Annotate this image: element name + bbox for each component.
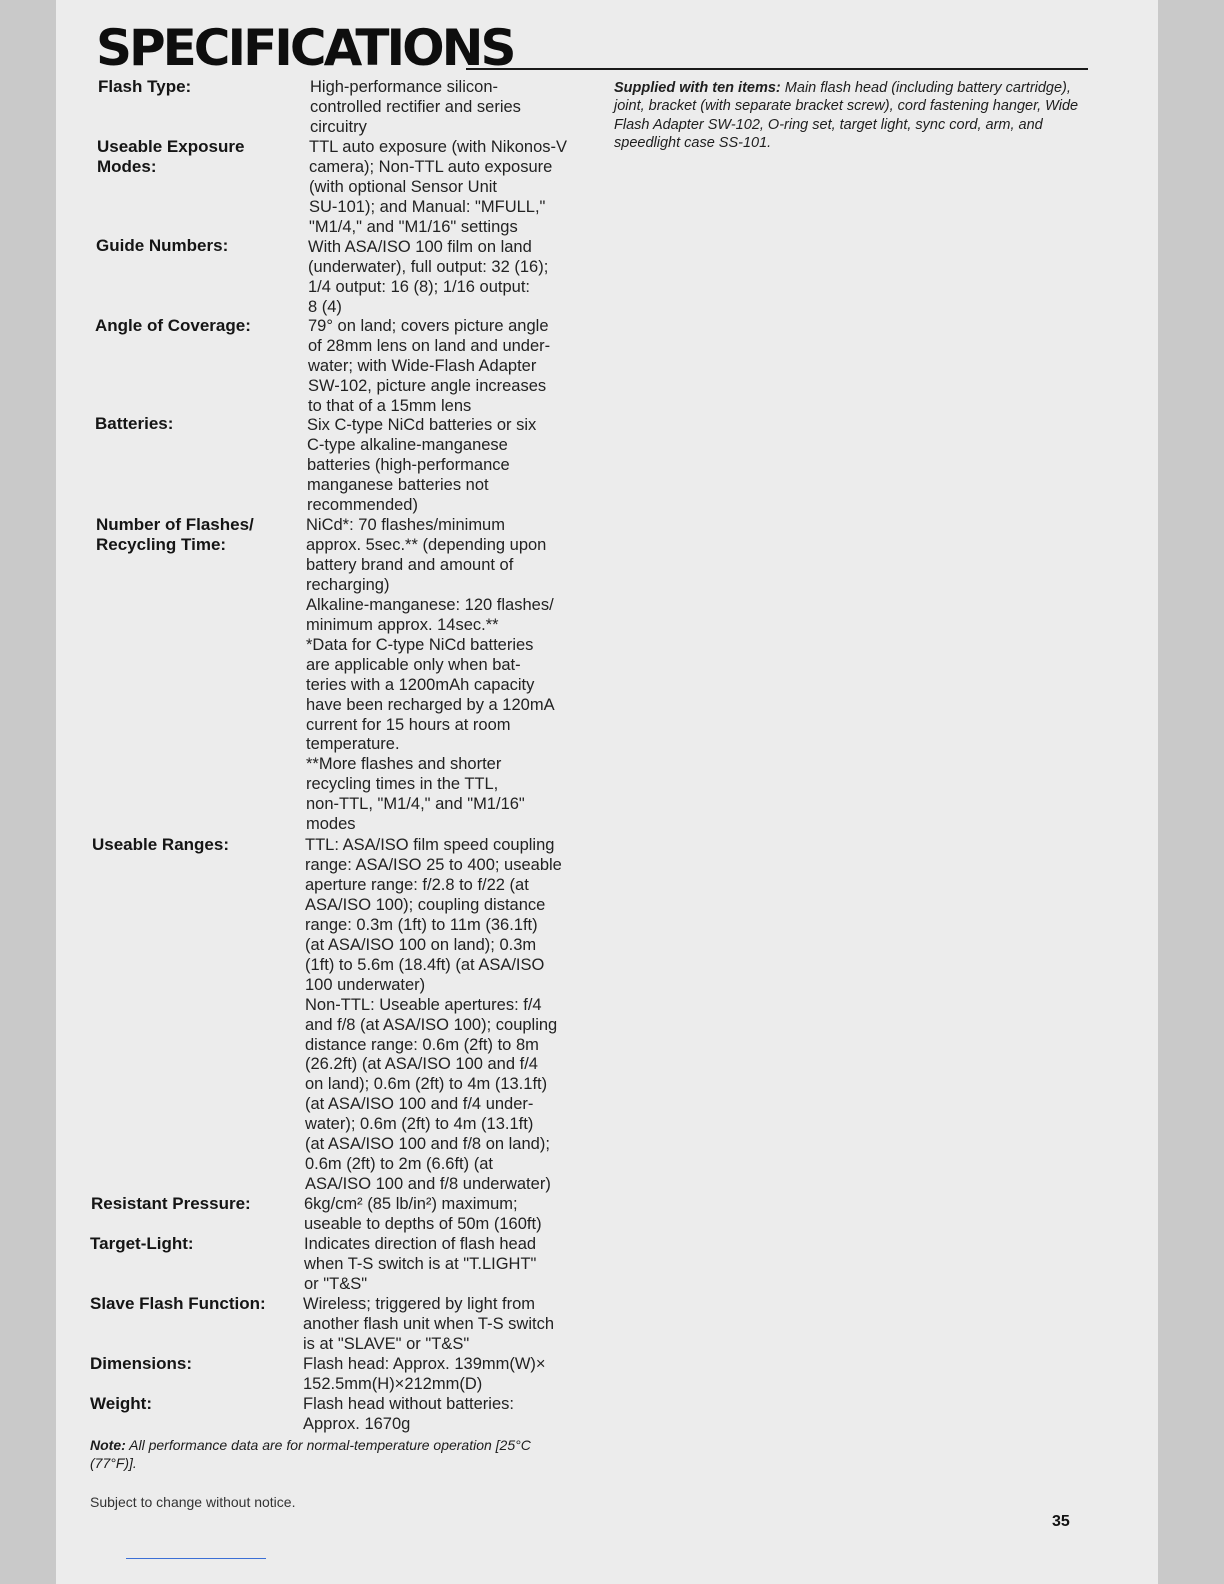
spec-label-number-of-flashes: Number of Flashes/ Recycling Time: [96,515,254,554]
spec-label-target-light: Target-Light: [90,1234,194,1253]
spec-value-target-light: Indicates direction of flash head when T-S switch is at "T.LIGHT" or "T&S" [304,1235,537,1293]
note-label: Note: [90,1437,126,1453]
disclaimer: Subject to change without notice. [90,1494,296,1510]
spec-value-number-of-flashes: NiCd*: 70 flashes/minimum approx. 5sec.** (depending upon battery brand and amount of recharging) Alkaline-manganese: 120 flashes/ minimum approx. 14sec.** *Data for C-type NiCd batteries are applicable only when bat- teries with a 1200mAh capacity have been recharged by a 120mA current for 15 hours at room temperature. **More flashes and shorter recycling times in the TTL, non-TTL, "M1/4," and "M1/16" modes [306,516,555,834]
spec-label-weight: Weight: [90,1394,153,1413]
spec-value-resistant-pressure: 6kg/cm² (85 lb/in²) maximum; useable to depths of 50m (160ft) [304,1195,542,1233]
page-number: 35 [1052,1513,1070,1530]
note-text: All performance data are for normal-temperature operation [25°C (77°F)]. [90,1437,531,1471]
spec-value-weight: Flash head without batteries: Approx. 1670g [303,1395,514,1433]
footer-rule [126,1558,266,1559]
spec-label-batteries: Batteries: [95,414,174,433]
spec-value-useable-ranges: TTL: ASA/ISO film speed coupling range: ASA/ISO 25 to 400; useable aperture range: f/2.8 to f/22 (at ASA/ISO 100); coupling distance range: 0.3m (1ft) to 11m (36.1ft) (at ASA/ISO 100 on land); 0.3m (1ft) to 5.6m (18.4ft) (at ASA/ISO 100 underwater) Non-TTL: Useable apertures: f/4 and f/8 (at ASA/ISO 100); coupling distance range: 0.6m (2ft) to 8m (26.2ft) (at ASA/ISO 100 and f/4 on land); 0.6m (2ft) to 4m (13.1ft) (at ASA/ISO 100 and f/4 under- water); 0.6m (2ft) to 4m (13.1ft) (at ASA/ISO 100 and f/8 on land); 0.6m (2ft) to 2m (6.6ft) (at ASA/ISO 100 and f/8 underwater) [305,836,562,1194]
spec-label-resistant-pressure: Resistant Pressure: [91,1194,251,1213]
spec-value-guide-numbers: With ASA/ISO 100 film on land (underwater), full output: 32 (16); 1/4 output: 16 (8); 1/16 output: 8 (4) [308,238,549,316]
supplied-items [614,79,1094,152]
spec-value-slave-flash: Wireless; triggered by light from another flash unit when T-S switch is at "SLAVE" or "T&S" [303,1295,554,1353]
spec-label-slave-flash: Slave Flash Function: [90,1294,266,1313]
page-title: SPECIFICATIONS [96,19,514,77]
spec-value-angle-of-coverage: 79° on land; covers picture angle of 28mm lens on land and under- water; with Wide-Flash Adapter SW-102, picture angle increases to that of a 15mm lens [308,317,551,415]
title-underline [466,68,1088,70]
spec-value-batteries: Six C-type NiCd batteries or six C-type alkaline-manganese batteries (high-performance manganese batteries not recommended) [307,416,537,514]
spec-value-flash-type: High-performance silicon- controlled rectifier and series circuitry [310,78,521,136]
performance-note [90,1436,550,1472]
spec-label-guide-numbers: Guide Numbers: [96,236,229,255]
supplied-text: Main flash head (including battery cartridge), joint, bracket (with separate bracket screw), cord fastening hanger, Wide Flash Adapter SW-102, O-ring set, target light, sync cord, arm, and speedlight case SS-101. [614,80,1079,151]
spec-value-exposure-modes: TTL auto exposure (with Nikonos-V camera); Non-TTL auto exposure (with optional Sensor Unit SU-101); and Manual: "MFULL," "M1/4," and "M1/16" settings [309,138,567,236]
spec-label-dimensions: Dimensions: [90,1354,193,1373]
spec-label-flash-type: Flash Type: [98,77,192,96]
spec-label-exposure-modes: Useable Exposure Modes: [97,137,245,176]
spec-label-useable-ranges: Useable Ranges: [92,835,229,854]
supplied-label: Supplied with ten items: [614,80,781,96]
spec-value-dimensions: Flash head: Approx. 139mm(W)× 152.5mm(H)×212mm(D) [303,1355,546,1393]
spec-label-angle-of-coverage: Angle of Coverage: [95,316,251,335]
